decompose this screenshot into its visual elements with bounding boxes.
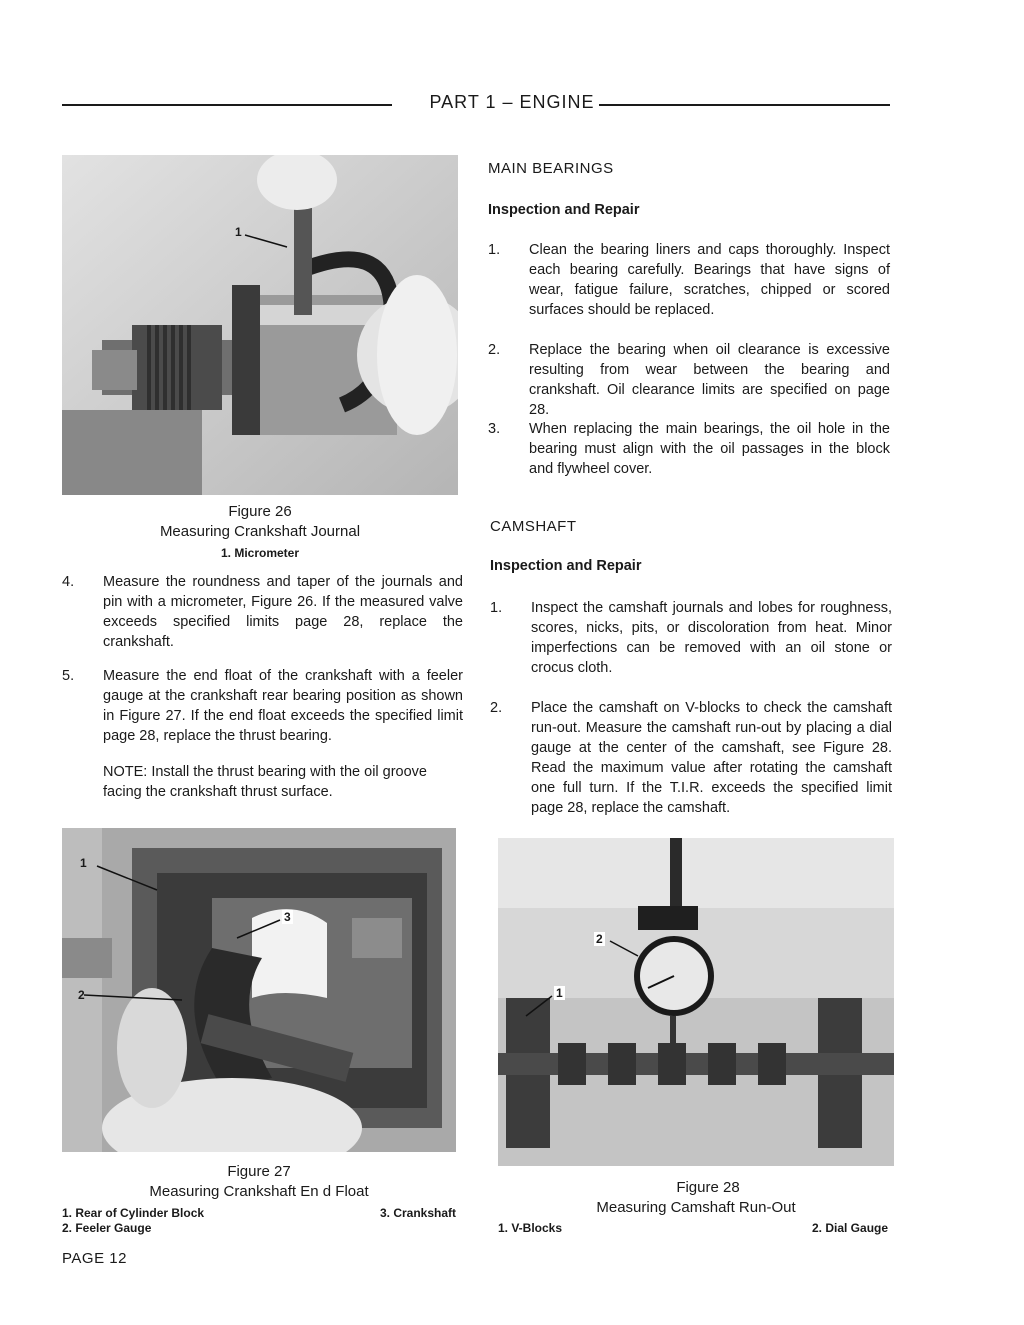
figure-27-callout-2: 2 [78,988,85,1002]
figure-27-callout-3-text: 3 [284,910,291,924]
figure-27-legend-2: 2. Feeler Gauge [62,1221,152,1235]
page-number: PAGE 12 [62,1250,127,1267]
figure-27-legend-1: 1. Rear of Cylinder Block [62,1206,205,1220]
figure-26-title: Measuring Crankshaft Journal [159,523,361,540]
main-bearings-subheading: Inspection and Repair [488,202,640,218]
left-item-4-text: Measure the roundness and taper of the journals and pin with a micrometer, Figure 26. If the measured valve exceeds specified limits page 28, replace the crankshaft. [103,574,463,650]
mb-item-2-number: 2. [488,342,501,358]
left-item-4-number: 4. [62,574,75,590]
figure-27-photo [62,828,456,1152]
figure-28-number: Figure 28 [676,1179,740,1196]
note [103,762,463,802]
figure-27-callout-3 [282,910,293,924]
mb-item-1-number: 1. [488,242,501,258]
figure-28-callout-2 [594,932,605,946]
figure-26-legend-1: 1. Micrometer [220,546,300,560]
note-label: NOTE: [103,764,148,780]
figure-28-callout-2-text: 2 [596,932,603,946]
figure-28-callout-1-text: 1 [556,986,563,1000]
camshaft-heading: CAMSHAFT [490,518,577,535]
mb-item-1-text: Clean the bearing liners and caps thoroughly. Inspect each bearing carefully. Bearings that have signs of wear, fatigue failure, scratches, chipped or scored surfaces should be replaced. [529,242,890,318]
note-text: Install the thrust bearing with the oil groove facing the crankshaft thrust surface. [103,764,427,800]
figure-28-title: Measuring Camshaft Run-Out [596,1199,796,1216]
cam-item-2-text: Place the camshaft on V-blocks to check the camshaft run-out. Measure the camshaft run-out by placing a dial gauge at the center of the camshaft, see Figure 28. Read the maximum value after rotating the camshaft one full turn. If the T.I.R. exceeds the specified limit page 28, replace the camshaft. [531,700,892,816]
page-header [0,92,1024,113]
mb-item-3-number: 3. [488,421,501,437]
figure-26-photo [62,155,458,495]
cam-item-1-number: 1. [490,600,503,616]
mb-item-3-text: When replacing the main bearings, the oil hole in the bearing must align with the oil passages in the block and flywheel cover. [529,421,890,477]
cam-item-1-text: Inspect the camshaft journals and lobes for roughness, scores, nicks, pits, or discoloration from heat. Minor imperfections can be removed with an oil stone or crocus cloth. [531,600,892,676]
main-bearings-heading: MAIN BEARINGS [488,160,614,177]
figure-27-title: Measuring Crankshaft En d Float [149,1183,369,1200]
figure-27-callout-1: 1 [80,856,87,870]
figure-28-photo [498,838,894,1166]
figure-27-number: Figure 27 [227,1163,291,1180]
figure-27-legend-3: 3. Crankshaft [380,1206,457,1220]
figure-28-legend-2: 2. Dial Gauge [812,1221,889,1235]
camshaft-subheading: Inspection and Repair [490,558,642,574]
cam-item-2-number: 2. [490,700,503,716]
figure-26-number: Figure 26 [228,503,292,520]
header-title: PART 1 – ENGINE [425,92,598,112]
figure-26-callout-1: 1 [235,225,242,239]
figure-28-legend-1: 1. V-Blocks [498,1221,563,1235]
left-item-5-text: Measure the end float of the crankshaft with a feeler gauge at the crankshaft rear bearing position as shown in Figure 27. If the end float exceeds the specified limit page 28, replace the thrust bearing. [103,668,463,744]
figure-28-callout-1 [554,986,565,1000]
mb-item-2-text: Replace the bearing when oil clearance is excessive resulting from wear between the bearing and crankshaft. Oil clearance limits are specified on page 28. [529,342,890,418]
left-item-5-number: 5. [62,668,75,684]
